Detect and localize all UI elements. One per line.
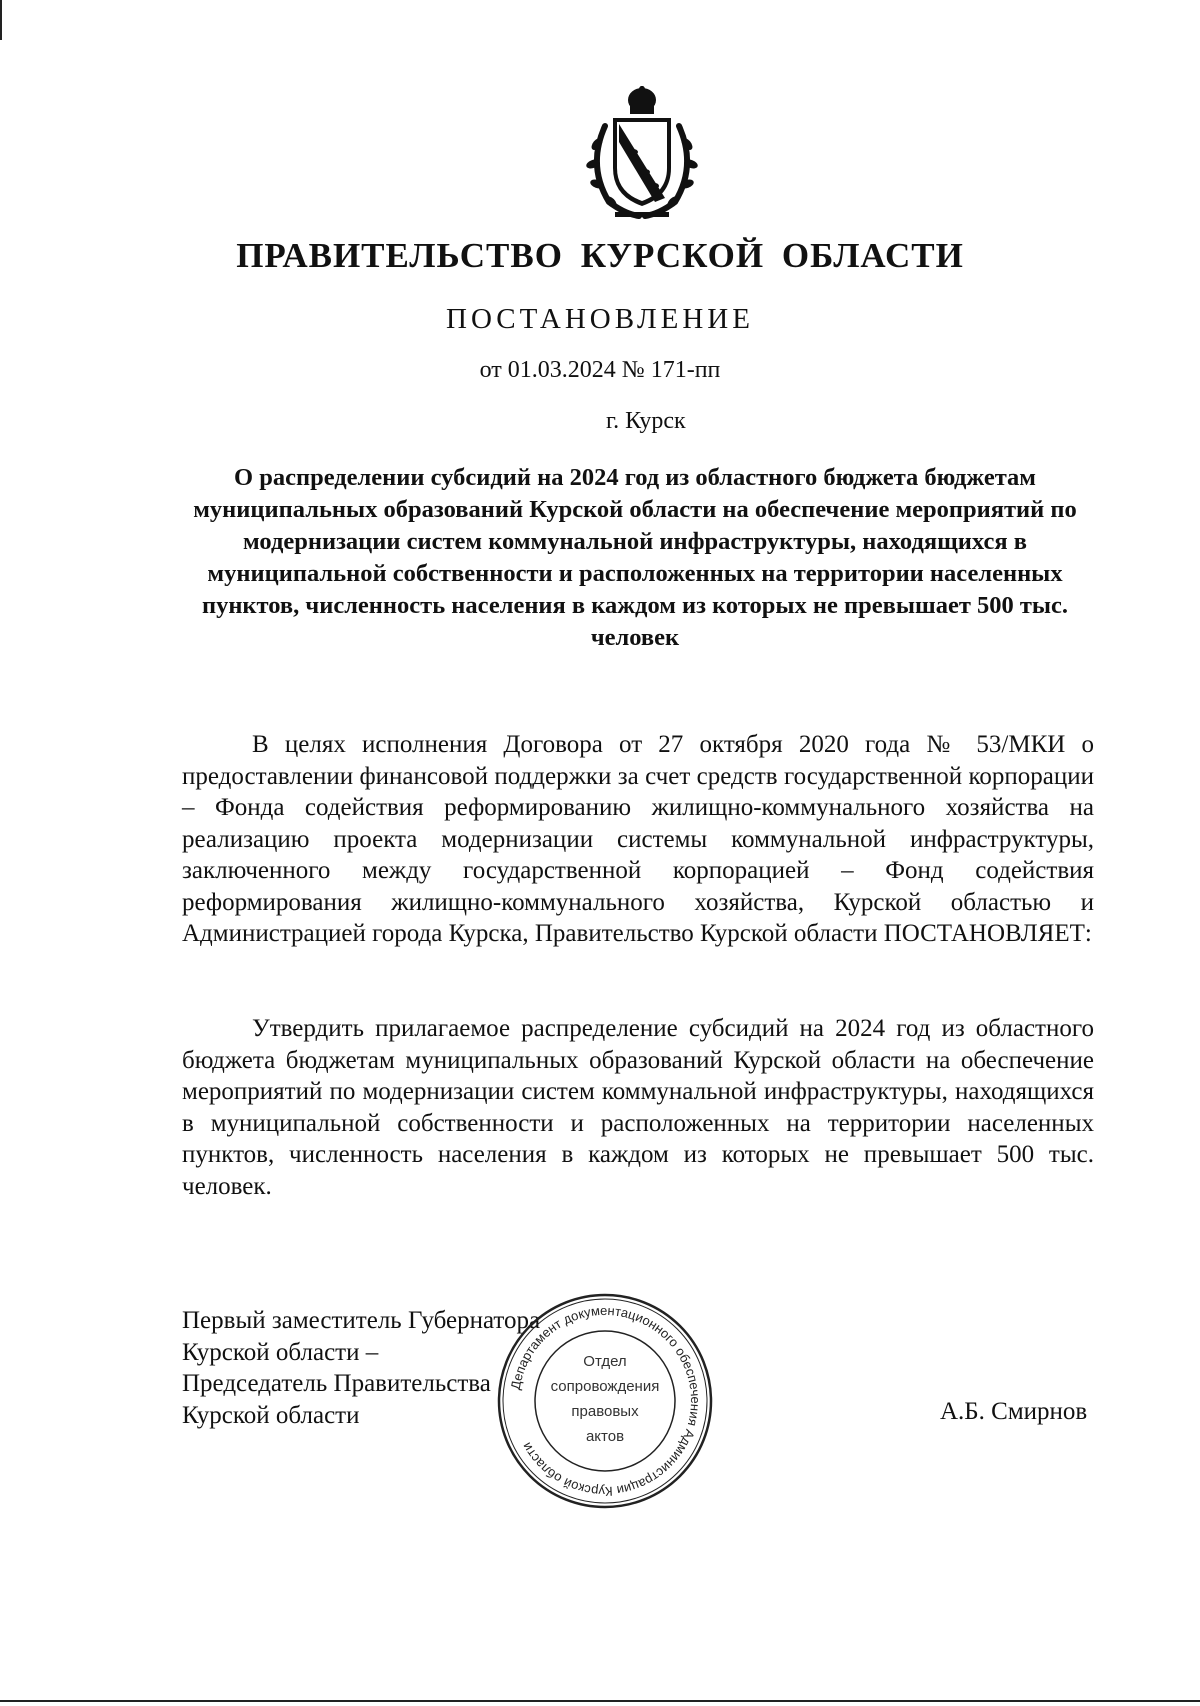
signatory-position xyxy=(182,1305,540,1431)
scan-edge-mark xyxy=(0,1700,1200,1702)
document-type-heading: ПОСТАНОВЛЕНИЕ xyxy=(446,303,754,335)
stamp-inner-line: правовых xyxy=(571,1403,639,1420)
government-title: ПРАВИТЕЛЬСТВО КУРСКОЙ ОБЛАСТИ xyxy=(236,236,964,275)
stamp-inner-line: актов xyxy=(585,1428,625,1445)
document-city: г. Курск xyxy=(606,408,686,434)
document-subject: О распределении субсидий на 2024 год из областного бюджета бюджетам муниципальных образований Курской области на обеспечение мероприятий по модернизации систем коммунальной инфраструктуры, находящихся в муниципальной собственности и расположенных на территории населенных пунктов, численность населения в каждом из которых не превышает 500 тыс. человек xyxy=(193,464,1077,651)
official-round-stamp xyxy=(494,1290,716,1512)
coat-of-arms-emblem xyxy=(575,86,709,222)
document-date-number: от 01.03.2024 № 171-пп xyxy=(479,357,721,383)
signatory-position-line: Курской области xyxy=(182,1401,360,1429)
stamp-inner-line: Отдел xyxy=(583,1353,627,1370)
scan-edge-mark xyxy=(0,0,2,40)
signatory-position-line: Председатель Правительства xyxy=(182,1370,491,1397)
body-paragraph-1: В целях исполнения Договора от 27 октября 2020 года № 53/МКИ о предоставлении финансовой поддержки за счет средств государственной корпорации – Фонда содействия реформированию жилищно-коммунального хозяйства на реализацию проекта модернизации системы коммунальной инфраструктуры, заключенного между государственной корпорацией – Фонд содействия реформирования жилищно-коммунального хозяйства, Курской областью и Администрацией города Курска, Правительство Курской области ПОСТАНОВЛЯЕТ: xyxy=(182,731,1094,947)
stamp-inner-line: сопровождения xyxy=(550,1378,660,1395)
body-paragraph-2: Утвердить прилагаемое распределение субсидий на 2024 год из областного бюджета бюджетам муниципальных образований Курской области на обеспечение мероприятий по модернизации систем коммунальной инфраструктуры, находящихся в муниципальной собственности и расположенных на территории населенных пунктов, численность населения в каждом из которых не превышает 500 тыс. человек. xyxy=(182,1015,1094,1200)
signatory-position-line: Курской области – xyxy=(182,1338,379,1366)
stamp-outer-text: Департамент документационного обеспечения Администрации Курской области xyxy=(507,1302,704,1500)
signatory-position-line: Первый заместитель Губернатора xyxy=(182,1307,541,1334)
signatory-name: А.Б. Смирнов xyxy=(940,1398,1088,1425)
